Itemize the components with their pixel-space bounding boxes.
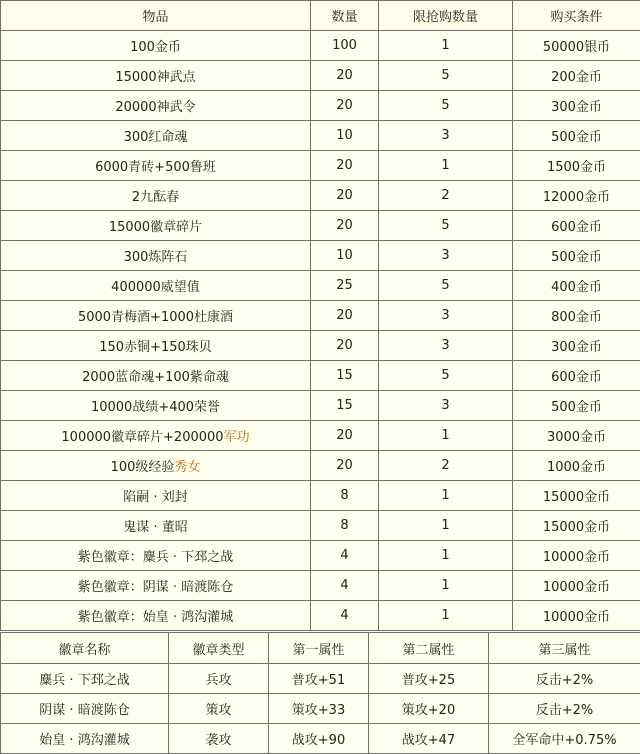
limit-cell	[379, 121, 513, 151]
quantity-cell-text: 20	[336, 308, 353, 323]
limit-cell-text: 5	[441, 278, 450, 293]
limit-cell	[379, 541, 513, 571]
item-cell	[1, 91, 311, 121]
item-cell	[1, 301, 311, 331]
item-cell	[1, 151, 311, 181]
condition-cell	[513, 301, 640, 331]
condition-cell-text: 500金币	[551, 400, 602, 415]
item-cell-text: 15000徽章碎片	[108, 220, 203, 235]
quantity-cell-text: 20	[336, 68, 353, 83]
header-badge-type: 徽章类型	[169, 633, 269, 664]
condition-cell-text: 1500金币	[546, 160, 607, 175]
header-purchase-limit: 限抢购数量	[379, 1, 513, 31]
quantity-cell	[311, 151, 379, 181]
condition-cell-text: 3000金币	[546, 430, 607, 445]
item-cell-text: 紫色徽章：阴谋 · 暗渡陈仓	[77, 580, 234, 595]
shop-row	[1, 31, 640, 61]
condition-cell	[513, 511, 640, 541]
badge-table-body	[1, 633, 640, 754]
limit-cell	[379, 91, 513, 121]
condition-cell-text: 10000金币	[542, 610, 611, 625]
quantity-cell	[311, 481, 379, 511]
header-quantity: 数量	[311, 1, 379, 31]
condition-cell	[513, 91, 640, 121]
item-highlight-text: 秀女	[174, 460, 201, 475]
limit-cell-text: 3	[441, 248, 450, 263]
shop-row	[1, 451, 640, 481]
badge-name-cell: 阴谋 · 暗渡陈仓	[1, 694, 169, 724]
item-cell-text: 5000青梅酒+1000杜康酒	[77, 310, 234, 325]
shop-row	[1, 481, 640, 511]
header-purchase-condition: 购买条件	[513, 1, 640, 31]
condition-cell-text: 15000金币	[542, 520, 611, 535]
shop-row	[1, 181, 640, 211]
condition-cell	[513, 391, 640, 421]
quantity-cell-text: 15	[336, 398, 353, 413]
item-cell	[1, 181, 311, 211]
condition-cell	[513, 61, 640, 91]
badge-header-row	[1, 633, 640, 664]
limit-cell-text: 1	[441, 428, 450, 443]
limit-cell	[379, 601, 513, 631]
condition-cell-text: 200金币	[551, 70, 602, 85]
limit-cell	[379, 61, 513, 91]
quantity-cell	[311, 391, 379, 421]
quantity-cell-text: 10	[336, 248, 353, 263]
quantity-cell	[311, 211, 379, 241]
item-cell	[1, 31, 311, 61]
condition-cell-text: 12000金币	[542, 190, 611, 205]
attribute-2-cell: 战攻+47	[369, 724, 489, 754]
quantity-cell	[311, 331, 379, 361]
quantity-cell	[311, 121, 379, 151]
item-cell-text: 陷嗣 · 刘封	[123, 490, 188, 505]
item-cell-text: 100金币	[130, 40, 181, 55]
limit-cell-text: 2	[441, 458, 450, 473]
shop-row	[1, 271, 640, 301]
quantity-cell	[311, 31, 379, 61]
item-cell-text: 2九酝春	[131, 190, 180, 205]
limit-cell	[379, 271, 513, 301]
condition-cell	[513, 331, 640, 361]
condition-cell-text: 50000银币	[542, 40, 611, 55]
item-cell-text: 紫色徽章：麋兵 · 下邳之战	[77, 550, 234, 565]
shop-row	[1, 91, 640, 121]
limit-cell-text: 3	[441, 128, 450, 143]
item-cell	[1, 211, 311, 241]
condition-cell	[513, 271, 640, 301]
item-cell-text: 鬼谋 · 董昭	[123, 520, 188, 535]
quantity-cell	[311, 91, 379, 121]
attribute-3-cell: 反击+2%	[489, 694, 640, 724]
item-cell	[1, 361, 311, 391]
quantity-cell-text: 20	[336, 218, 353, 233]
attribute-1-cell: 普攻+51	[269, 664, 369, 694]
shop-row	[1, 61, 640, 91]
item-cell	[1, 481, 311, 511]
condition-cell	[513, 151, 640, 181]
limit-cell-text: 5	[441, 368, 450, 383]
shop-row	[1, 151, 640, 181]
limit-cell	[379, 361, 513, 391]
quantity-cell	[311, 541, 379, 571]
limit-cell	[379, 31, 513, 61]
limit-cell-text: 3	[441, 308, 450, 323]
limit-cell-text: 3	[441, 398, 450, 413]
badge-name-cell: 始皇 · 鸿沟灌城	[1, 724, 169, 754]
quantity-cell	[311, 601, 379, 631]
quantity-cell	[311, 241, 379, 271]
badge-row	[1, 724, 640, 754]
condition-cell-text: 600金币	[551, 220, 602, 235]
condition-cell	[513, 571, 640, 601]
condition-cell	[513, 541, 640, 571]
quantity-cell-text: 25	[336, 278, 353, 293]
limit-cell	[379, 391, 513, 421]
limit-cell-text: 1	[441, 608, 450, 623]
item-cell-text: 6000青砖+500鲁班	[95, 160, 216, 175]
quantity-cell-text: 4	[340, 608, 349, 623]
limit-cell	[379, 241, 513, 271]
shop-row	[1, 361, 640, 391]
item-cell-text: 300红命魂	[123, 130, 188, 145]
item-cell	[1, 601, 311, 631]
condition-cell-text: 500金币	[551, 250, 602, 265]
condition-cell-text: 800金币	[551, 310, 602, 325]
quantity-cell-text: 4	[340, 578, 349, 593]
attribute-3-cell: 全军命中+0.75%	[489, 724, 640, 754]
limit-cell	[379, 331, 513, 361]
limit-cell-text: 2	[441, 188, 450, 203]
header-attribute-2: 第二属性	[369, 633, 489, 664]
condition-cell-text: 300金币	[551, 340, 602, 355]
quantity-cell-text: 20	[336, 98, 353, 113]
limit-cell	[379, 211, 513, 241]
limit-cell-text: 1	[441, 38, 450, 53]
quantity-cell-text: 20	[336, 338, 353, 353]
limit-cell	[379, 451, 513, 481]
item-cell	[1, 391, 311, 421]
header-attribute-3: 第三属性	[489, 633, 640, 664]
limit-cell-text: 1	[441, 488, 450, 503]
quantity-cell	[311, 421, 379, 451]
condition-cell-text: 600金币	[551, 370, 602, 385]
item-cell	[1, 451, 311, 481]
item-cell-text: 150赤铜+150珠贝	[99, 340, 212, 355]
item-cell	[1, 121, 311, 151]
condition-cell-text: 10000金币	[542, 550, 611, 565]
quantity-cell-text: 100	[332, 38, 357, 53]
condition-cell-text: 500金币	[551, 130, 602, 145]
quantity-cell-text: 20	[336, 458, 353, 473]
quantity-cell	[311, 511, 379, 541]
attribute-1-cell: 战攻+90	[269, 724, 369, 754]
item-cell-text: 2000蓝命魂+100紫命魂	[82, 370, 229, 385]
condition-cell	[513, 421, 640, 451]
condition-cell-text: 10000金币	[542, 580, 611, 595]
limit-cell	[379, 571, 513, 601]
item-cell-text: 300炼阵石	[123, 250, 188, 265]
badge-type-cell: 袭攻	[169, 724, 269, 754]
item-cell	[1, 331, 311, 361]
quantity-cell-text: 8	[340, 488, 349, 503]
condition-cell-text: 300金币	[551, 100, 602, 115]
quantity-cell	[311, 271, 379, 301]
item-cell	[1, 241, 311, 271]
attribute-2-cell: 普攻+25	[369, 664, 489, 694]
limit-cell-text: 5	[441, 68, 450, 83]
shop-table-body	[1, 1, 640, 631]
condition-cell	[513, 211, 640, 241]
item-cell-text: 100级经验	[110, 460, 175, 475]
condition-cell-text: 1000金币	[546, 460, 607, 475]
item-cell	[1, 541, 311, 571]
badge-row	[1, 664, 640, 694]
header-item: 物品	[1, 1, 311, 31]
quantity-cell-text: 20	[336, 428, 353, 443]
shop-row	[1, 601, 640, 631]
quantity-cell	[311, 571, 379, 601]
limit-cell	[379, 151, 513, 181]
shop-row	[1, 541, 640, 571]
limit-cell-text: 5	[441, 98, 450, 113]
quantity-cell	[311, 361, 379, 391]
quantity-cell	[311, 451, 379, 481]
shop-row	[1, 241, 640, 271]
condition-cell-text: 15000金币	[542, 490, 611, 505]
condition-cell	[513, 451, 640, 481]
header-attribute-1: 第一属性	[269, 633, 369, 664]
limit-cell-text: 5	[441, 218, 450, 233]
item-cell-text: 10000战绩+400荣誉	[90, 400, 221, 415]
condition-cell-text: 400金币	[551, 280, 602, 295]
attribute-1-cell: 策攻+33	[269, 694, 369, 724]
badge-name-cell: 麋兵 · 下邳之战	[1, 664, 169, 694]
shop-row	[1, 211, 640, 241]
quantity-cell-text: 4	[340, 548, 349, 563]
limit-cell-text: 1	[441, 158, 450, 173]
quantity-cell	[311, 301, 379, 331]
condition-cell	[513, 361, 640, 391]
limit-cell	[379, 181, 513, 211]
shop-header-row	[1, 1, 640, 31]
item-cell	[1, 61, 311, 91]
attribute-2-cell: 策攻+20	[369, 694, 489, 724]
condition-cell	[513, 121, 640, 151]
quantity-cell-text: 8	[340, 518, 349, 533]
limit-cell	[379, 511, 513, 541]
limit-cell	[379, 421, 513, 451]
item-cell-text: 20000神武令	[115, 100, 196, 115]
shop-row	[1, 331, 640, 361]
badge-type-cell: 兵攻	[169, 664, 269, 694]
limit-cell	[379, 301, 513, 331]
item-cell-text: 400000威望值	[111, 280, 200, 295]
item-cell-text: 15000神武点	[115, 70, 196, 85]
condition-cell	[513, 181, 640, 211]
condition-cell	[513, 481, 640, 511]
item-cell-text: 100000徽章碎片+200000	[61, 430, 224, 445]
item-highlight-text: 军功	[223, 430, 250, 445]
shop-row	[1, 571, 640, 601]
badge-row	[1, 694, 640, 724]
limit-cell	[379, 481, 513, 511]
quantity-cell	[311, 181, 379, 211]
badge-table	[0, 632, 640, 754]
item-cell	[1, 511, 311, 541]
quantity-cell-text: 15	[336, 368, 353, 383]
shop-row	[1, 121, 640, 151]
quantity-cell	[311, 61, 379, 91]
shop-row	[1, 301, 640, 331]
condition-cell	[513, 601, 640, 631]
attribute-3-cell: 反击+2%	[489, 664, 640, 694]
quantity-cell-text: 20	[336, 158, 353, 173]
shop-row	[1, 391, 640, 421]
condition-cell	[513, 31, 640, 61]
shop-row	[1, 421, 640, 451]
shop-row	[1, 511, 640, 541]
item-cell	[1, 421, 311, 451]
header-badge-name: 徽章名称	[1, 633, 169, 664]
item-cell	[1, 271, 311, 301]
item-cell	[1, 571, 311, 601]
limit-cell-text: 1	[441, 578, 450, 593]
limit-cell-text: 3	[441, 338, 450, 353]
condition-cell	[513, 241, 640, 271]
item-cell-text: 紫色徽章：始皇 · 鸿沟灌城	[77, 610, 234, 625]
quantity-cell-text: 20	[336, 188, 353, 203]
badge-type-cell: 策攻	[169, 694, 269, 724]
limit-cell-text: 1	[441, 518, 450, 533]
limit-cell-text: 1	[441, 548, 450, 563]
quantity-cell-text: 10	[336, 128, 353, 143]
